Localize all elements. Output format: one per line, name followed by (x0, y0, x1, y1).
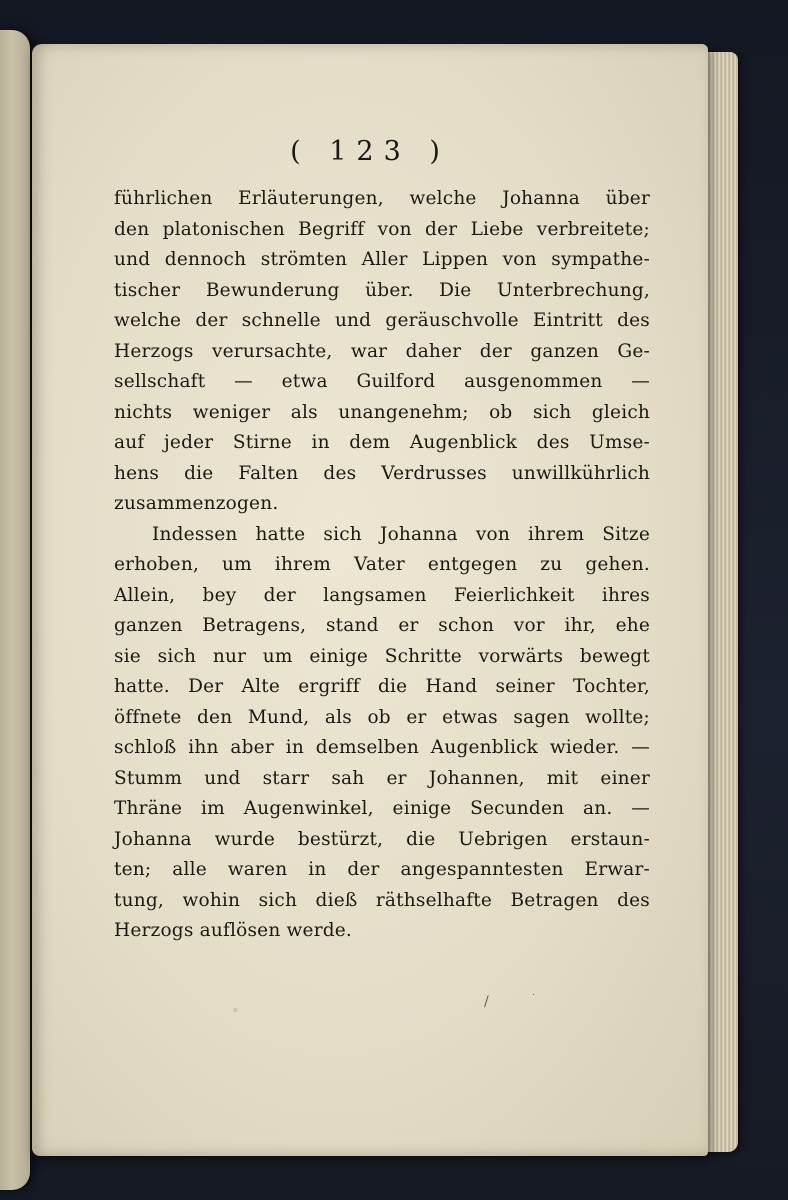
paper-speck: ◦ (232, 1004, 239, 1017)
text-line: sie sich nur um einige Schritte vorwärts bewegt (114, 645, 650, 667)
text-line: Indessen hatte sich Johanna von ihrem Sitze (152, 523, 650, 545)
text-line: Stumm und starr sah er Johannen, mit einer (114, 767, 650, 789)
text-line: tung, wohin sich dieß räthselhafte Betragen des (114, 889, 650, 911)
text-line: nichts weniger als unangenehm; ob sich gleich (114, 401, 650, 423)
page-number: ( 123 ) (290, 136, 450, 167)
text-line: führlichen Erläuterungen, welche Johanna über (114, 188, 650, 209)
text-line: sellschaft — etwa Guilford ausgenommen — (114, 371, 650, 392)
text-line: schloß ihn aber in demselben Augenblick wieder. — (114, 737, 650, 758)
body-text (114, 184, 650, 947)
text-line: ganzen Betragens, stand er schon vor ihr, ehe (114, 615, 650, 636)
text-line: zusammenzogen. (114, 493, 279, 514)
text-line: Thräne im Augenwinkel, einige Secunden an. — (114, 798, 650, 819)
paragraph-1 (114, 184, 650, 520)
text-line: Allein, bey der langsamen Feierlichkeit ihres (114, 584, 650, 606)
paragraph-2 (114, 520, 650, 947)
text-line: Herzogs verursachte, war daher der ganzen Ge- (114, 340, 650, 362)
paper-speck: · (532, 990, 536, 1001)
text-line: und dennoch strömten Aller Lippen von sympathe- (114, 249, 650, 270)
text-line: den platonischen Begriff von der Liebe verbreitete; (114, 218, 650, 240)
text-line: Herzogs auflösen werde. (114, 920, 353, 941)
text-line: tischer Bewunderung über. Die Unterbrechung, (114, 279, 650, 301)
text-line: öffnete den Mund, als ob er etwas sagen wollte; (114, 706, 650, 728)
text-line: auf jeder Stirne in dem Augenblick des Umse- (114, 432, 650, 453)
text-line: Johanna wurde bestürzt, die Uebrigen erstaun- (114, 828, 650, 850)
paper-speck: / (484, 994, 489, 1010)
facing-page-edge (0, 30, 30, 1190)
text-line: hatte. Der Alte ergriff die Hand seiner Tochter, (114, 676, 650, 697)
text-line: erhoben, um ihrem Vater entgegen zu gehen. (114, 554, 650, 575)
text-line: welche der schnelle und geräuschvolle Eintritt des (114, 310, 650, 331)
book-page (32, 44, 708, 1156)
text-line: hens die Falten des Verdrusses unwillkührlich (114, 462, 650, 484)
text-line: ten; alle waren in der angespanntesten Erwar- (114, 859, 650, 880)
